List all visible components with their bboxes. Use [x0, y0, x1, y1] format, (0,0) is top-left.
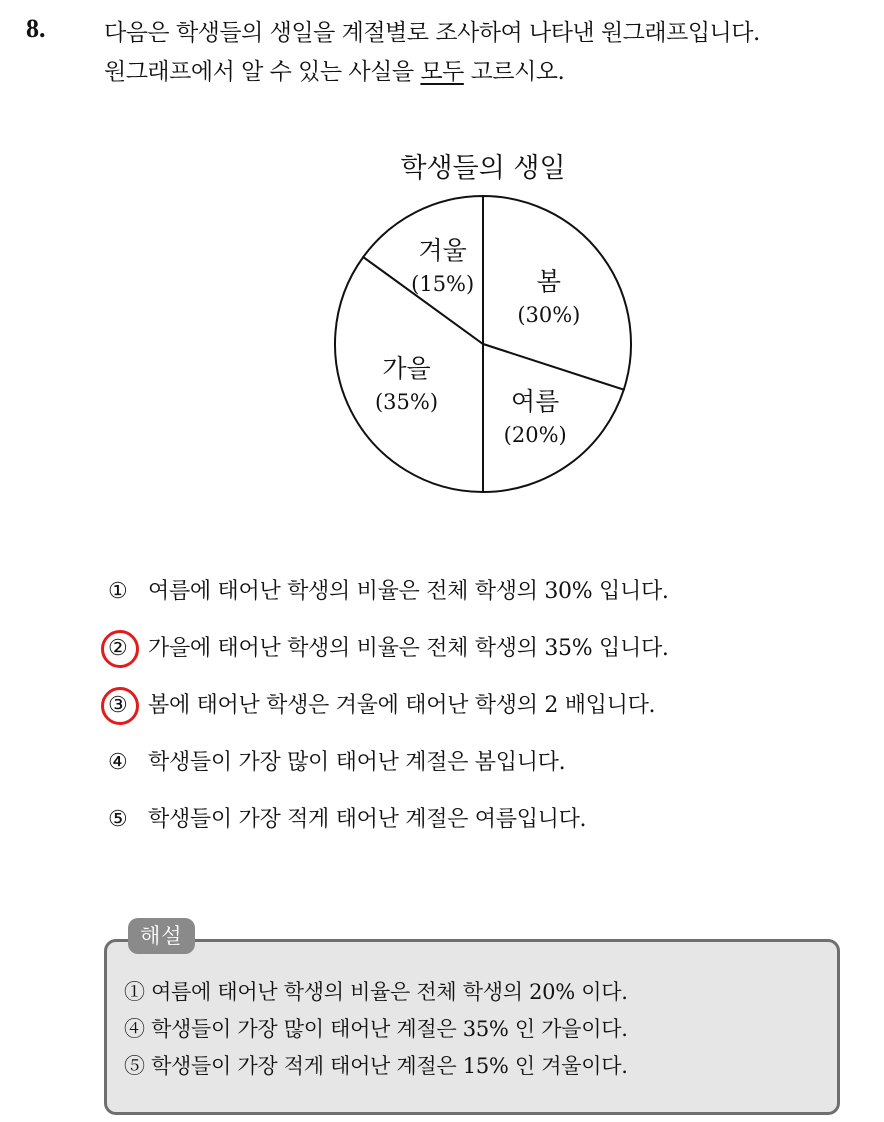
question-line-2 [104, 53, 874, 92]
choice-text: 학생들이 가장 적게 태어난 계절은 여름입니다. [148, 807, 587, 832]
question-line-2-start: 원그래프에서 알 수 있는 사실을 [104, 59, 421, 85]
slice-value-label: (20%) [503, 422, 567, 447]
choice-number: ② [108, 636, 128, 661]
choice-number: ① [108, 579, 128, 604]
choice-text: 가을에 태어난 학생의 비율은 전체 학생의 35% 입니다. [148, 636, 669, 661]
slice-label: 봄 [536, 267, 561, 297]
choice-text: 학생들이 가장 많이 태어난 계절은 봄입니다. [148, 750, 566, 775]
choice-number: ③ [108, 693, 128, 718]
answer-choices [108, 572, 669, 857]
question-line-1: 다음은 학생들의 생일을 계절별로 조사하여 나타낸 원그래프입니다. [104, 20, 760, 46]
choice-2[interactable] [108, 629, 669, 686]
explanation-line-3: ⑤ 학생들이 가장 적게 태어난 계절은 15% 인 겨울이다. [124, 1054, 628, 1078]
choice-4[interactable] [108, 743, 669, 800]
explanation-text [124, 974, 628, 1085]
slice-value-label: (30%) [517, 303, 581, 328]
explanation-line-1: ① 여름에 태어난 학생의 비율은 전체 학생의 20% 이다. [124, 980, 628, 1004]
selected-circle-mark [101, 687, 139, 725]
pie-slices [335, 196, 631, 492]
question-line-2-end: 고르시오. [463, 59, 565, 85]
slice-value-label: (15%) [411, 271, 475, 296]
choice-number: ⑤ [108, 807, 128, 832]
choice-number: ④ [108, 750, 128, 775]
pie-chart [300, 140, 670, 500]
choice-1[interactable] [108, 572, 669, 629]
slice-value-label: (35%) [374, 389, 439, 414]
explanation-line-2: ④ 학생들이 가장 많이 태어난 계절은 35% 인 가을이다. [124, 1017, 628, 1041]
question-emphasis: 모두 [420, 59, 464, 85]
question-number: 8. [26, 14, 46, 43]
choice-3[interactable] [108, 686, 669, 743]
explanation-tag: 해설 [128, 918, 195, 954]
choice-5[interactable] [108, 800, 669, 857]
slice-label: 가을 [382, 353, 431, 383]
choice-text: 봄에 태어난 학생은 겨울에 태어난 학생의 2 배입니다. [148, 693, 656, 718]
slice-label: 겨울 [418, 235, 467, 265]
choice-text: 여름에 태어난 학생의 비율은 전체 학생의 30% 입니다. [148, 579, 669, 604]
question-text [104, 14, 874, 92]
slice-label: 여름 [511, 386, 560, 416]
chart-title: 학생들의 생일 [400, 153, 566, 184]
selected-circle-mark [101, 630, 139, 668]
